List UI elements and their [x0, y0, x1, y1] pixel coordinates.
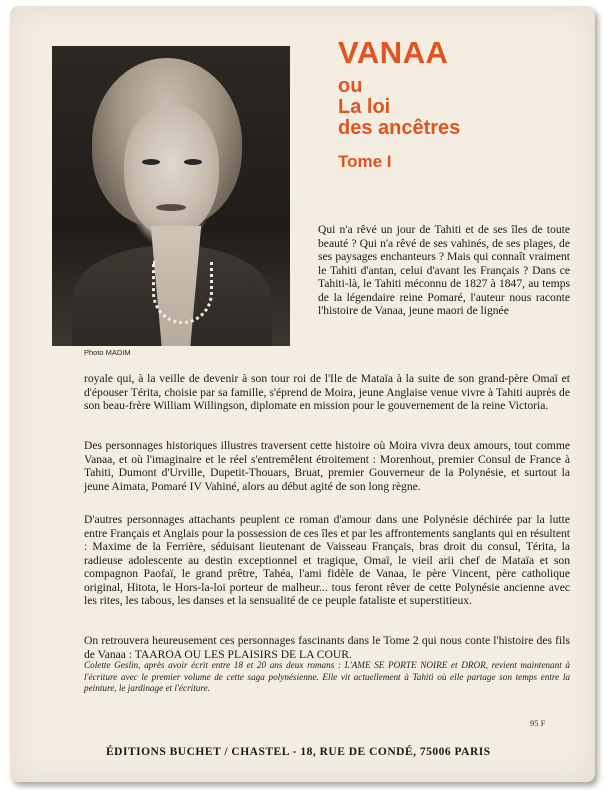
- synopsis-paragraph-1-top: Qui n'a rêvé un jour de Tahiti et de ses îles de toute beauté ? Qui n'a rêvé de ses vahinés, de ses plages, de ses paysages enchanteurs ? Mais qui connaît vraiment le Tahiti d'antan, celui d'avant les Français ? Dans ce Tahiti-là, le Tahiti méconnu de 1827 à 1847, au temps de la légendaire reine Pomaré, l'auteur nous raconte l'histoire de Vanaa, jeune maori de lignée: [318, 223, 570, 317]
- author-face: [124, 106, 219, 236]
- price-label: 95 F: [530, 718, 546, 728]
- publisher-footer: ÉDITIONS BUCHET / CHASTEL - 18, RUE DE CONDÉ, 75006 PARIS: [106, 746, 491, 758]
- book-back-cover: [10, 6, 595, 782]
- author-right-eye: [184, 159, 202, 165]
- author-photo: [52, 46, 290, 346]
- title-la-loi: La loi: [338, 96, 391, 118]
- author-bio: Colette Geslin, après avoir écrit entre 18 et 20 ans deux romans : L'AME SE PORTE NOIRE et DROR, revient maintenant à l'écriture avec le premier volume de cette saga polynésienne. Elle vit actuellement à Tahiti où elle partage son temps entre la peinture, le jardinage et l'écriture.: [84, 660, 570, 693]
- author-left-eye: [142, 159, 160, 165]
- synopsis-paragraph-3: D'autres personnages attachants peuplent ce roman d'amour dans une Polynésie déchirée par la lutte entre Français et Anglais pour la possession de ces îles et par les affrontements sanglants qui en résultent : Maxime de la Ferrière, séduisant lieutenant de Vaisseau Français, bras droit du consul, Térita, la radieuse adolescente au destin exceptionnel et tragique, Omaï, le vieil arii chef de Mataïa et son compagnon Paofaï, le grand prêtre, Tahéa, l'ami fidèle de Vanaa, le père Vincent, père catholique original, Hitota, le Hors-la-loi porteur de malheur... tous feront rêver de cette Polynésie ancienne avec les rites, les tabous, les danses et la sensualité de ce peuple fataliste et superstitieux.: [84, 513, 570, 607]
- photo-credit: Photo MADIM: [84, 348, 131, 357]
- title-main: VANAA: [338, 35, 449, 70]
- title-des-ancetres: des ancêtres: [338, 117, 461, 139]
- volume-label: Tome I: [338, 152, 392, 171]
- author-mouth: [156, 204, 186, 211]
- synopsis-paragraph-1-bottom: royale qui, à la veille de devenir à son tour roi de l'Ile de Mataïa à la suite de son grand-père Omaï et d'épouser Térita, choisie par sa famille, s'éprend de Moira, jeune Anglaise venue vivre à Tahiti auprès de son beau-frère William Willingson, diplomate en mission pour le gouvernement de la reine Victoria.: [84, 372, 570, 412]
- book-title: [338, 36, 460, 172]
- synopsis-paragraph-4: On retrouvera heureusement ces personnages fascinants dans le Tome 2 qui nous conte l'histoire des fils de Vanaa : TAAROA OU LES PLAISIRS DE LA COUR.: [84, 634, 570, 661]
- pearl-necklace: [152, 261, 213, 324]
- synopsis-paragraph-2: Des personnages historiques illustres traversent cette histoire où Moira vivra deux amours, tout comme Vanaa, et où l'imaginaire et le réel s'entremêlent étroitement : Morenhout, premier Consul de France à Tahiti, Dumont d'Urville, Dupetit-Thouars, Bruat, premier Gouverneur de la Polynésie, et surtout la jeune Aimata, Pomaré IV Vahiné, alors au début agité de son long règne.: [84, 439, 570, 493]
- title-ou: ou: [338, 75, 363, 97]
